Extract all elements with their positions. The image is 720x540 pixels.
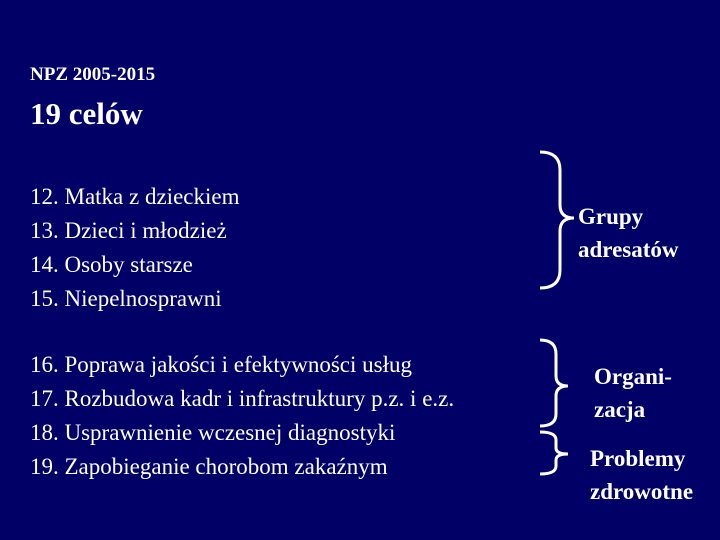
list-item: 19. Zapobieganie chorobom zakaźnym — [30, 454, 388, 479]
group-label-organization — [594, 360, 672, 426]
list-item: 16. Poprawa jakości i efektywności usług — [30, 352, 412, 377]
right-brace-icon — [540, 432, 568, 474]
list-item: 15. Niepelnosprawni — [30, 286, 222, 311]
group-label-target-groups — [578, 200, 679, 266]
slide-title: 19 celów — [30, 96, 143, 131]
slide-kicker: NPZ 2005-2015 — [30, 64, 156, 85]
right-brace-icon — [540, 152, 574, 288]
label-line: adresatów — [578, 237, 679, 262]
label-line: zacja — [594, 397, 646, 422]
list-item: 13. Dzieci i młodzież — [30, 218, 227, 243]
label-line: zdrowotne — [590, 479, 694, 504]
right-brace-icon — [540, 340, 568, 426]
list-item: 17. Rozbudowa kadr i infrastruktury p.z. i e.z. — [30, 386, 455, 411]
label-line: Grupy — [578, 204, 644, 229]
list-item: 18. Usprawnienie wczesnej diagnostyki — [30, 420, 396, 445]
label-line: Organi- — [594, 364, 672, 389]
list-item: 14. Osoby starsze — [30, 252, 193, 277]
label-line: Problemy — [590, 446, 686, 471]
list-item: 12. Matka z dzieckiem — [30, 184, 240, 209]
group-label-health-problems — [590, 442, 693, 508]
